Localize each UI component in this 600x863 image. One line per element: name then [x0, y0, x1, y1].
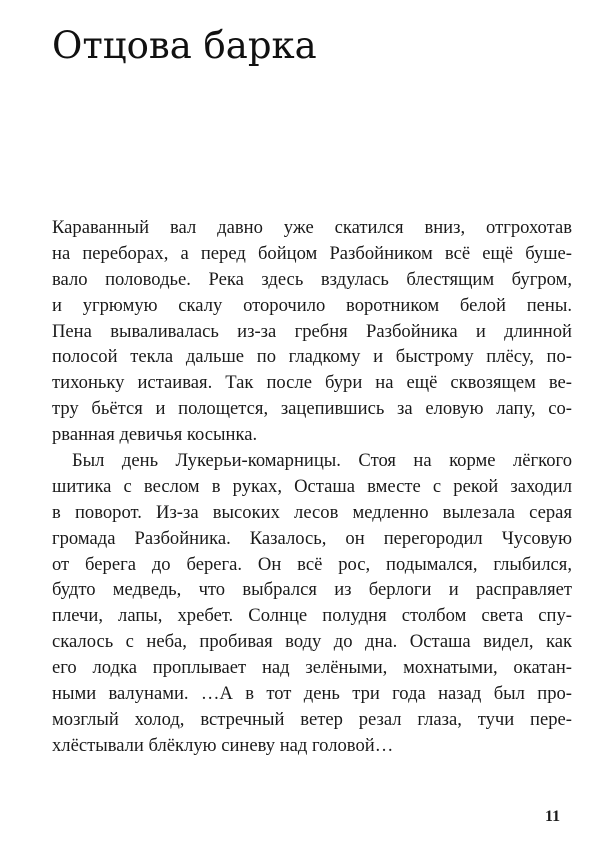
- text-line: Был день Лукерьи-комарницы. Стоя на корме лёгкого: [72, 450, 572, 472]
- page-number: 11: [545, 808, 561, 825]
- text-line: мозглый холод, встречный ветер резал глаза, тучи пере-: [52, 708, 572, 730]
- text-line: Караванный вал давно уже скатился вниз, отгрохотав: [52, 217, 572, 238]
- text-line: ными валунами. …А в тот день три года назад был про-: [52, 683, 572, 705]
- text-line: Пена вываливалась из-за гребня Разбойника и длинной: [52, 320, 572, 342]
- text-line: плечи, лапы, хребет. Солнце полудня столбом света спу-: [52, 605, 572, 627]
- text-line: в поворот. Из-за высоких лесов медленно вылезала серая: [52, 501, 572, 523]
- text-line: скалось с неба, пробивая воду до дна. Осташа видел, как: [52, 631, 572, 653]
- text-line: будто медведь, что выбрался из берлоги и расправляет: [52, 579, 572, 601]
- text-line: его лодка проплывает над зелёными, мохнатыми, окатан-: [52, 657, 572, 679]
- text-line: шитика с веслом в руках, Осташа вместе с рекой заходил: [52, 475, 572, 497]
- text-line: тихоньку истаивая. Так после бури на ещё сквозящем ве-: [52, 372, 572, 394]
- text-line: громада Разбойника. Казалось, он перегородил Чусовую: [52, 527, 572, 549]
- text-line: от берега до берега. Он всё рос, подымался, глыбился,: [52, 553, 572, 575]
- text-line: и угрюмую скалу оторочило воротником белой пены.: [52, 294, 572, 316]
- chapter-title: Отцова барка: [52, 24, 317, 67]
- text-line: хлёстывали блёклую синеву над головой…: [52, 734, 394, 756]
- text-line: тру бьётся и полощется, зацепившись за еловую лапу, со-: [52, 398, 572, 420]
- text-line: рванная девичья косынка.: [52, 424, 258, 446]
- text-line: на переборах, а перед бойцом Разбойником всё ещё буше-: [52, 242, 572, 264]
- paragraph: [52, 448, 572, 759]
- paragraph: [52, 215, 572, 448]
- body-text: [52, 215, 572, 759]
- text-line: полосой текла дальше по гладкому и быстрому плёсу, по-: [52, 346, 572, 368]
- text-line: вало половодье. Река здесь вздулась блестящим бугром,: [52, 268, 572, 290]
